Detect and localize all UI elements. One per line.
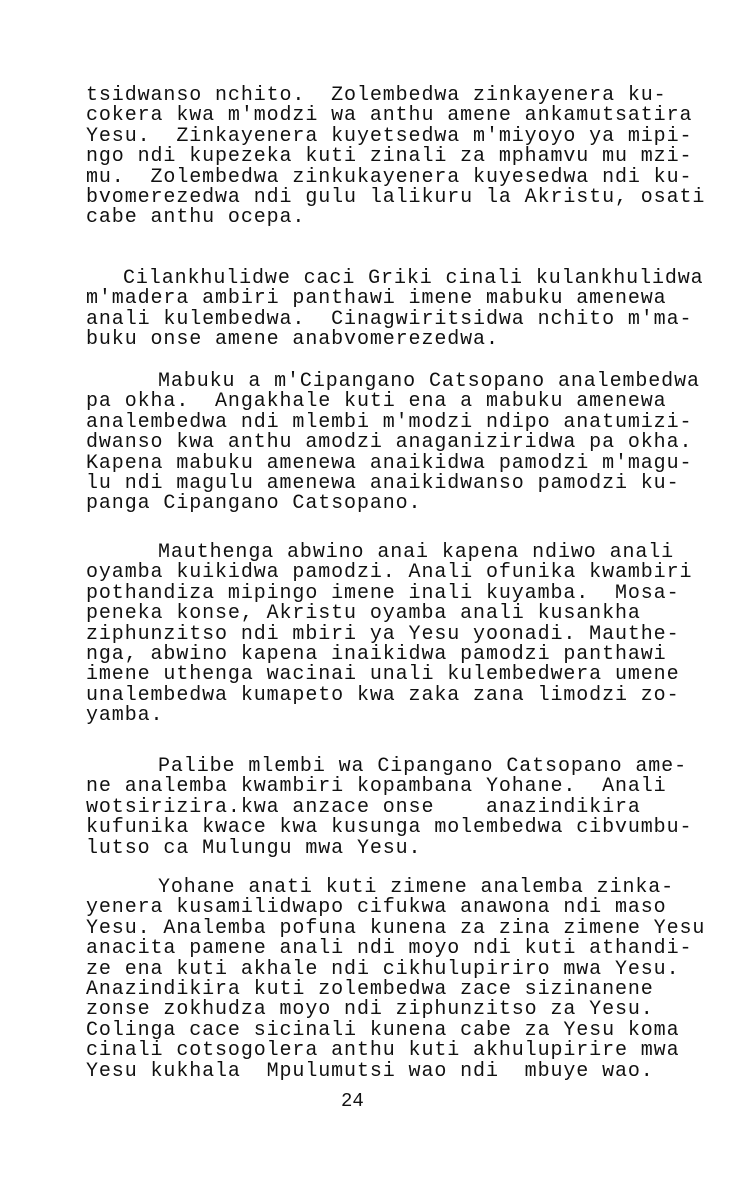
text-line: Cilankhulidwe caci Griki cinali kulankhulidwa xyxy=(123,267,704,290)
text-line: anacita pamene anali ndi moyo ndi kuti athandi- xyxy=(86,937,693,961)
text-line: nga, abwino kapena inaikidwa pamodzi panthawi xyxy=(86,642,667,666)
text-line: Yesu. Analemba pofuna kunena za zina zimene Yesu xyxy=(86,916,706,940)
page-number: 24 xyxy=(341,1090,364,1112)
text-line: Mabuku a m'Cipangano Catsopano analembedwa xyxy=(158,370,700,393)
text-line: cabe anthu ocepa. xyxy=(86,206,306,230)
text-line: pothandiza mipingo imene inali kuyamba. Mosa- xyxy=(86,581,680,605)
text-line: Anazindikira kuti zolembedwa zace sizinanene xyxy=(86,977,654,1001)
text-line: analembedwa ndi mlembi m'modzi ndipo anatumizi- xyxy=(86,410,693,434)
text-line: Yohane anati kuti zimene analemba zinka- xyxy=(158,876,675,899)
paragraph-6 xyxy=(86,878,705,1082)
text-line: wotsirizira.kwa anzace onse anazindikira xyxy=(86,795,641,819)
text-line: pa okha. Angakhale kuti ena a mabuku amenewa xyxy=(86,390,667,414)
text-line: ziphunzitso ndi mbiri ya Yesu yoonadi. Mauthe- xyxy=(86,622,680,646)
text-line: imene uthenga wacinai unali kulembedwera umene xyxy=(86,663,680,687)
text-line: buku onse amene anabvomerezedwa. xyxy=(86,328,499,352)
text-line: ngo ndi kupezeka kuti zinali za mphamvu mu mzi- xyxy=(86,145,693,169)
text-line: lutso ca Mulungu mwa Yesu. xyxy=(86,836,422,860)
text-line: ne analemba kwambiri kopambana Yohane. Anali xyxy=(86,775,667,799)
paragraph-4 xyxy=(86,543,692,727)
text-line: yamba. xyxy=(86,704,164,728)
text-line: anali kulembedwa. Cinagwiritsidwa nchito m'ma- xyxy=(86,307,693,331)
paragraph-3 xyxy=(86,372,700,515)
paragraph-1 xyxy=(86,86,705,229)
text-line: unalembedwa kumapeto kwa zaka zana limodzi zo- xyxy=(86,683,680,707)
text-line: Yesu kukhala Mpulumutsi wao ndi mbuye wao. xyxy=(86,1059,654,1083)
text-line: oyamba kuikidwa pamodzi. Anali ofunika kwambiri xyxy=(86,561,693,585)
text-line: lu ndi magulu amenewa anaikidwanso pamodzi ku- xyxy=(86,471,680,495)
text-line: m'madera ambiri panthawi imene mabuku amenewa xyxy=(86,287,667,311)
text-line: peneka konse, Akristu oyamba anali kusankha xyxy=(86,602,641,626)
text-line: cokera kwa m'modzi wa anthu amene ankamutsatira xyxy=(86,104,693,128)
text-line: Mauthenga abwino anai kapena ndiwo anali xyxy=(158,541,675,564)
text-line: Colinga cace sicinali kunena cabe za Yesu koma xyxy=(86,1018,680,1042)
text-line: dwanso kwa anthu amodzi anaganiziridwa pa okha. xyxy=(86,431,693,455)
text-line: kufunika kwace kwa kusunga molembedwa cibvumbu- xyxy=(86,816,693,840)
paragraph-5 xyxy=(86,757,692,859)
text-line: Kapena mabuku amenewa anaikidwa pamodzi m'magu- xyxy=(86,451,693,475)
text-line: cinali cotsogolera anthu kuti akhulupirire mwa xyxy=(86,1039,680,1063)
text-line: bvomerezedwa ndi gulu lalikuru la Akristu, osati xyxy=(86,185,706,209)
text-line: zonse zokhudza moyo ndi ziphunzitso za Yesu. xyxy=(86,998,654,1022)
text-line: panga Cipangano Catsopano. xyxy=(86,492,422,516)
text-line: Yesu. Zinkayenera kuyetsedwa m'miyoyo ya mipi- xyxy=(86,124,693,148)
paragraph-2 xyxy=(86,269,704,351)
text-line: ze ena kuti akhale ndi cikhulupiriro mwa Yesu. xyxy=(86,957,680,981)
text-line: mu. Zolembedwa zinkukayenera kuyesedwa ndi ku- xyxy=(86,165,693,189)
text-line: tsidwanso nchito. Zolembedwa zinkayenera ku- xyxy=(86,84,667,107)
text-line: Palibe mlembi wa Cipangano Catsopano ame- xyxy=(158,755,687,778)
text-line: yenera kusamilidwapo cifukwa anawona ndi maso xyxy=(86,896,667,920)
